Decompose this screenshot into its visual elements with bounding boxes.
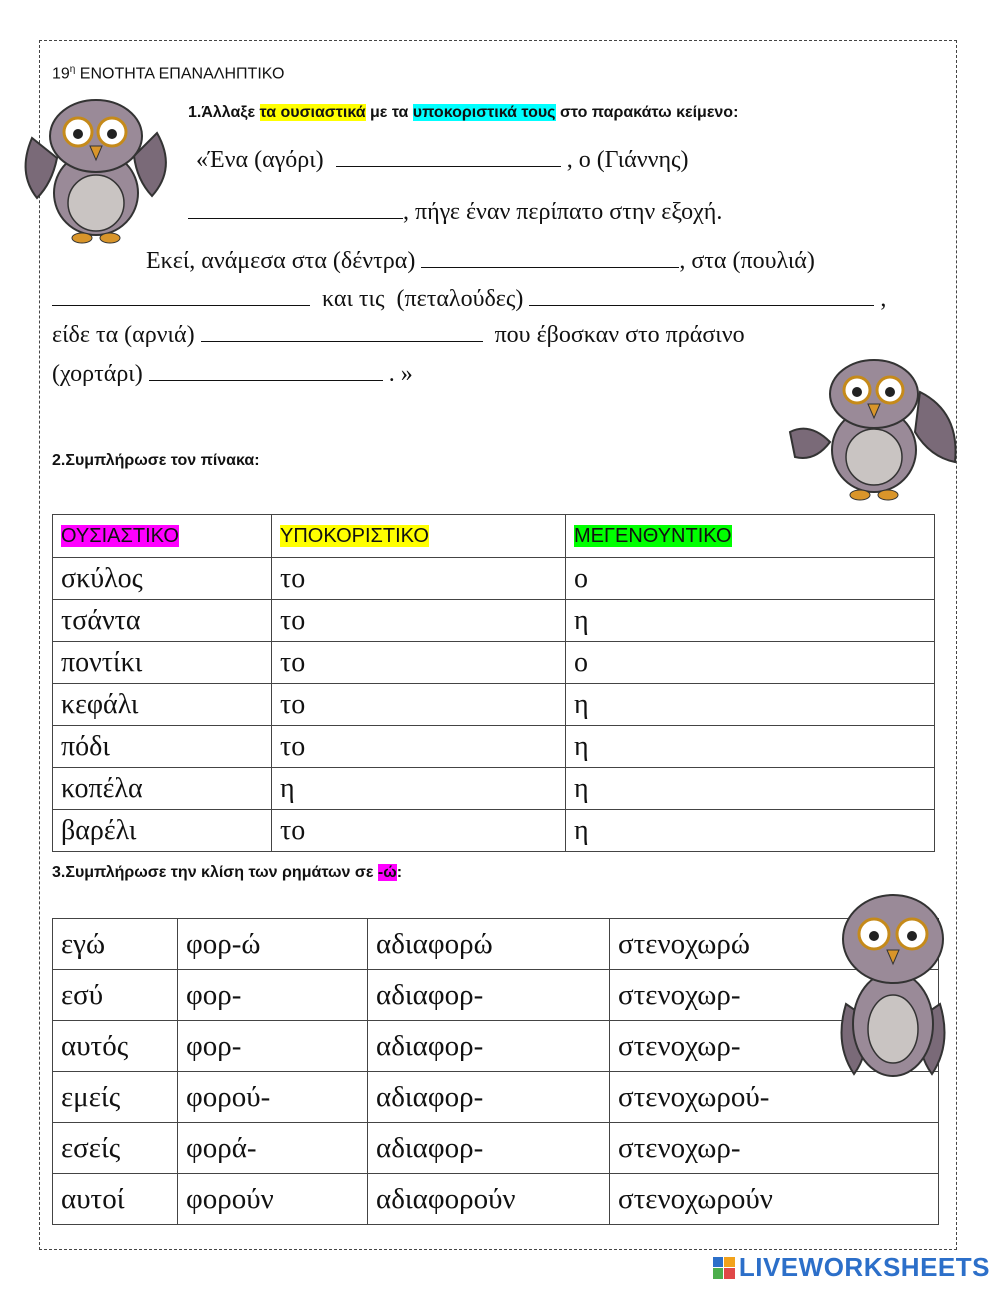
blank-field[interactable]: [529, 285, 874, 306]
table-row: [53, 1021, 939, 1072]
logo-text: LIVEWORKSHEETS: [738, 1252, 990, 1282]
verbs-table: [52, 918, 939, 1225]
verb-cell[interactable]: φορού-: [178, 1072, 368, 1123]
pronoun-cell: εγώ: [53, 919, 178, 970]
blank-field[interactable]: [336, 146, 561, 167]
exercise1-instruction: 1.Άλλαξε τα ουσιαστικά με τα υποκοριστικά τους στο παρακάτω κείμενο:: [188, 104, 739, 121]
table-row: [53, 642, 935, 684]
table-header-row: [53, 515, 935, 558]
exercise1-line4: και τις (πεταλούδες) ,: [52, 285, 886, 313]
pronoun-cell: εσύ: [53, 970, 178, 1021]
diminutive-cell[interactable]: η: [272, 768, 566, 810]
blank-field[interactable]: [149, 360, 383, 381]
header-augmentative: ΜΕΓΕΝΘΥΝΤΙΚΟ: [566, 515, 935, 558]
verb-cell[interactable]: στενοχωρώ: [610, 919, 939, 970]
augmentative-cell[interactable]: ο: [566, 558, 935, 600]
verb-cell[interactable]: φορ-ώ: [178, 919, 368, 970]
verb-cell[interactable]: στενοχωρ-: [610, 970, 939, 1021]
exercise3-instruction: 3.Συμπλήρωσε την κλίση των ρημάτων σε -ώ:: [52, 864, 403, 881]
noun-cell: ποντίκι: [53, 642, 272, 684]
diminutive-cell[interactable]: το: [272, 810, 566, 852]
table-row: [53, 768, 935, 810]
verb-cell[interactable]: στενοχωρ-: [610, 1123, 939, 1174]
pronoun-cell: αυτός: [53, 1021, 178, 1072]
augmentative-cell[interactable]: η: [566, 810, 935, 852]
pronoun-cell: αυτοί: [53, 1174, 178, 1225]
exercise1-line1: «Ένα (αγόρι) , ο (Γιάννης): [196, 147, 689, 173]
exercise1-line2: , πήγε έναν περίπατο στην εξοχή.: [188, 198, 722, 226]
blank-field[interactable]: [188, 198, 403, 219]
diminutive-cell[interactable]: το: [272, 726, 566, 768]
table-row: [53, 810, 935, 852]
diminutive-cell[interactable]: το: [272, 558, 566, 600]
diminutive-cell[interactable]: το: [272, 684, 566, 726]
noun-cell: κεφάλι: [53, 684, 272, 726]
table-row: [53, 684, 935, 726]
table-row: [53, 1174, 939, 1225]
verb-cell[interactable]: αδιαφορ-: [368, 1021, 610, 1072]
header-noun: ΟΥΣΙΑΣΤΙΚΟ: [53, 515, 272, 558]
verb-cell[interactable]: αδιαφορώ: [368, 919, 610, 970]
blank-field[interactable]: [421, 247, 679, 268]
pronoun-cell: εμείς: [53, 1072, 178, 1123]
noun-cell: τσάντα: [53, 600, 272, 642]
verb-cell[interactable]: φορ-: [178, 970, 368, 1021]
exercise1-line5: είδε τα (αρνιά) που έβοσκαν στο πράσινο: [52, 322, 745, 348]
pronoun-cell: εσείς: [53, 1123, 178, 1174]
verb-cell[interactable]: αδιαφορ-: [368, 1072, 610, 1123]
augmentative-cell[interactable]: η: [566, 600, 935, 642]
blank-field[interactable]: [201, 321, 483, 342]
table-row: [53, 970, 939, 1021]
verb-cell[interactable]: στενοχωρού-: [610, 1072, 939, 1123]
exercise2-instruction: 2.Συμπλήρωσε τον πίνακα:: [52, 452, 260, 469]
owl-icon: [12, 88, 180, 248]
verb-cell[interactable]: αδιαφορούν: [368, 1174, 610, 1225]
blank-field[interactable]: [52, 285, 310, 306]
verb-cell[interactable]: αδιαφορ-: [368, 970, 610, 1021]
page-title: $19^\eta$ ΕΝΟΤΗΤΑ ΕΠΑΝΑΛΗΠΤΙΚΟ: [52, 64, 285, 83]
noun-cell: κοπέλα: [53, 768, 272, 810]
owl-icon: [780, 352, 966, 504]
verb-cell[interactable]: στενοχωρούν: [610, 1174, 939, 1225]
header-diminutive: ΥΠΟΚΟΡΙΣΤΙΚΟ: [272, 515, 566, 558]
liveworksheets-logo: [713, 1252, 990, 1283]
table-row: [53, 1072, 939, 1123]
verb-cell[interactable]: φορ-: [178, 1021, 368, 1072]
verb-cell[interactable]: φορά-: [178, 1123, 368, 1174]
exercise1-line3: Εκεί, ανάμεσα στα (δέντρα) , στα (πουλιά): [146, 248, 815, 274]
table-row: [53, 600, 935, 642]
diminutive-cell[interactable]: το: [272, 600, 566, 642]
augmentative-cell[interactable]: η: [566, 768, 935, 810]
verb-cell[interactable]: φορούν: [178, 1174, 368, 1225]
table-row: [53, 919, 939, 970]
table-row: [53, 1123, 939, 1174]
augmentative-cell[interactable]: ο: [566, 642, 935, 684]
noun-cell: πόδι: [53, 726, 272, 768]
owl-icon: [834, 884, 952, 1084]
verb-cell[interactable]: στενοχωρ-: [610, 1021, 939, 1072]
table-row: [53, 726, 935, 768]
table-row: [53, 558, 935, 600]
augmentative-cell[interactable]: η: [566, 684, 935, 726]
noun-cell: βαρέλι: [53, 810, 272, 852]
diminutive-cell[interactable]: το: [272, 642, 566, 684]
verb-cell[interactable]: αδιαφορ-: [368, 1123, 610, 1174]
nouns-table: [52, 514, 935, 852]
exercise1-line6: (χορτάρι) . »: [52, 361, 413, 387]
noun-cell: σκύλος: [53, 558, 272, 600]
augmentative-cell[interactable]: η: [566, 726, 935, 768]
liveworksheets-logo-icon: [713, 1257, 735, 1279]
